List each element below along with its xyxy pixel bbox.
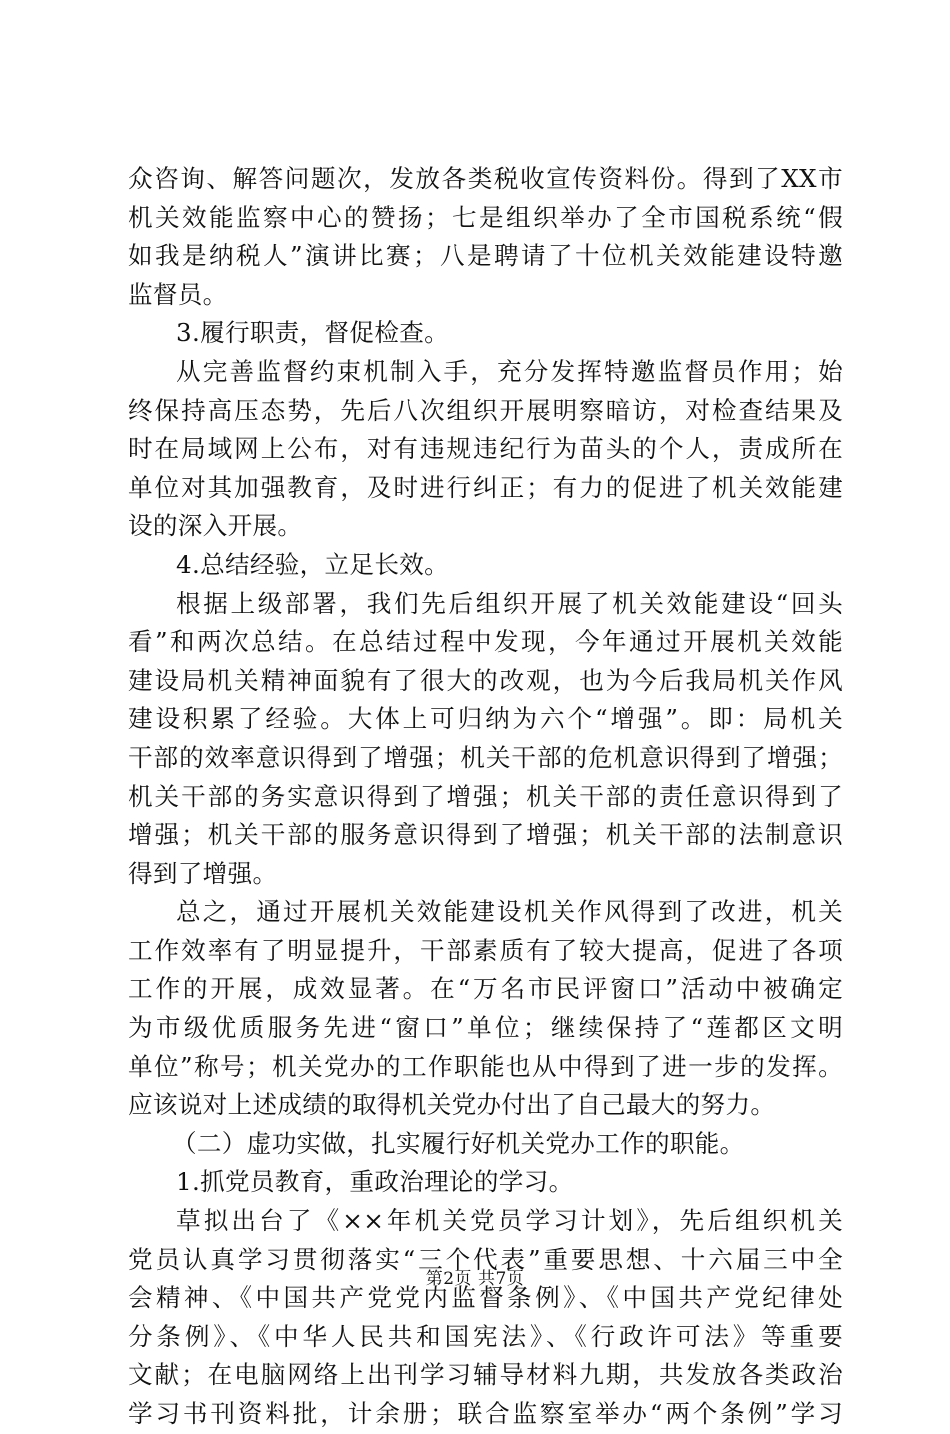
text-line: 分条例》、《中华人民共和国宪法》、《行政许可法》等重要	[128, 1321, 843, 1351]
text-line: 应该说对上述成绩的取得机关党办付出了自己最大的努力。	[128, 1090, 776, 1120]
text-line: 机关干部的务实意识得到了增强；机关干部的责任意识得到了	[128, 781, 843, 811]
text-line: 干部的效率意识得到了增强；机关干部的危机意识得到了增强；	[128, 742, 843, 772]
section-heading: 1.抓党员教育，重政治理论的学习。	[176, 1167, 574, 1197]
text-line: 机关效能监察中心的赞扬；七是组织举办了全市国税系统“假	[128, 202, 843, 232]
text-line: 如我是纳税人”演讲比赛；八是聘请了十位机关效能建设特邀	[128, 241, 843, 271]
text-line: 草拟出台了《××年机关党员学习计划》，先后组织机关	[176, 1206, 843, 1236]
text-line: 根据上级部署，我们先后组织开展了机关效能建设“回头	[176, 588, 843, 618]
section-heading: 3.履行职责，督促检查。	[176, 318, 450, 348]
text-line: 时在局域网上公布，对有违规违纪行为苗头的个人，责成所在	[128, 434, 843, 464]
section-heading: 4.总结经验，立足长效。	[176, 549, 450, 579]
text-line: 设的深入开展。	[128, 511, 303, 541]
text-line: 工作的开展，成效显著。在“万名市民评窗口”活动中被确定	[128, 974, 843, 1004]
text-line: 监督员。	[128, 279, 228, 309]
text-line: 会精神、《中国共产党党内监督条例》、《中国共产党纪律处	[128, 1283, 843, 1313]
text-line: 学习书刊资料批，计余册；联合监察室举办“两个条例”学习	[128, 1399, 843, 1428]
page-number-footer: 第2页 共7页	[425, 1269, 525, 1289]
text-line: 终保持高压态势，先后八次组织开展明察暗访，对检查结果及	[128, 395, 843, 425]
text-line: 建设局机关精神面貌有了很大的改观，也为今后我局机关作风	[128, 665, 843, 695]
text-line: 总之，通过开展机关效能建设机关作风得到了改进，机关	[176, 897, 843, 927]
section-heading: （二）虚功实做，扎实履行好机关党办工作的职能。	[172, 1128, 745, 1158]
text-line: 从完善监督约束机制入手，充分发挥特邀监督员作用；始	[176, 356, 843, 386]
text-line: 单位对其加强教育，及时进行纠正；有力的促进了机关效能建	[128, 472, 843, 502]
text-line: 看”和两次总结。在总结过程中发现，今年通过开展机关效能	[128, 627, 843, 657]
text-line: 单位”称号；机关党办的工作职能也从中得到了进一步的发挥。	[128, 1051, 843, 1081]
text-line: 建设积累了经验。大体上可归纳为六个“增强”。即：局机关	[128, 704, 843, 734]
text-line: 众咨询、解答问题次，发放各类税收宣传资料份。得到了XX市	[128, 164, 843, 193]
text-line: 得到了增强。	[128, 858, 278, 888]
text-line: 党员认真学习贯彻落实“三个代表”重要思想、十六届三中全	[128, 1244, 843, 1274]
text-line: 文献；在电脑网络上出刊学习辅导材料九期，共发放各类政治	[128, 1360, 843, 1390]
text-line: 工作效率有了明显提升，干部素质有了较大提高，促进了各项	[128, 935, 843, 965]
document-body	[128, 160, 843, 1434]
text-line: 为市级优质服务先进“窗口”单位；继续保持了“莲都区文明	[128, 1013, 843, 1043]
text-line: 增强；机关干部的服务意识得到了增强；机关干部的法制意识	[128, 820, 843, 850]
